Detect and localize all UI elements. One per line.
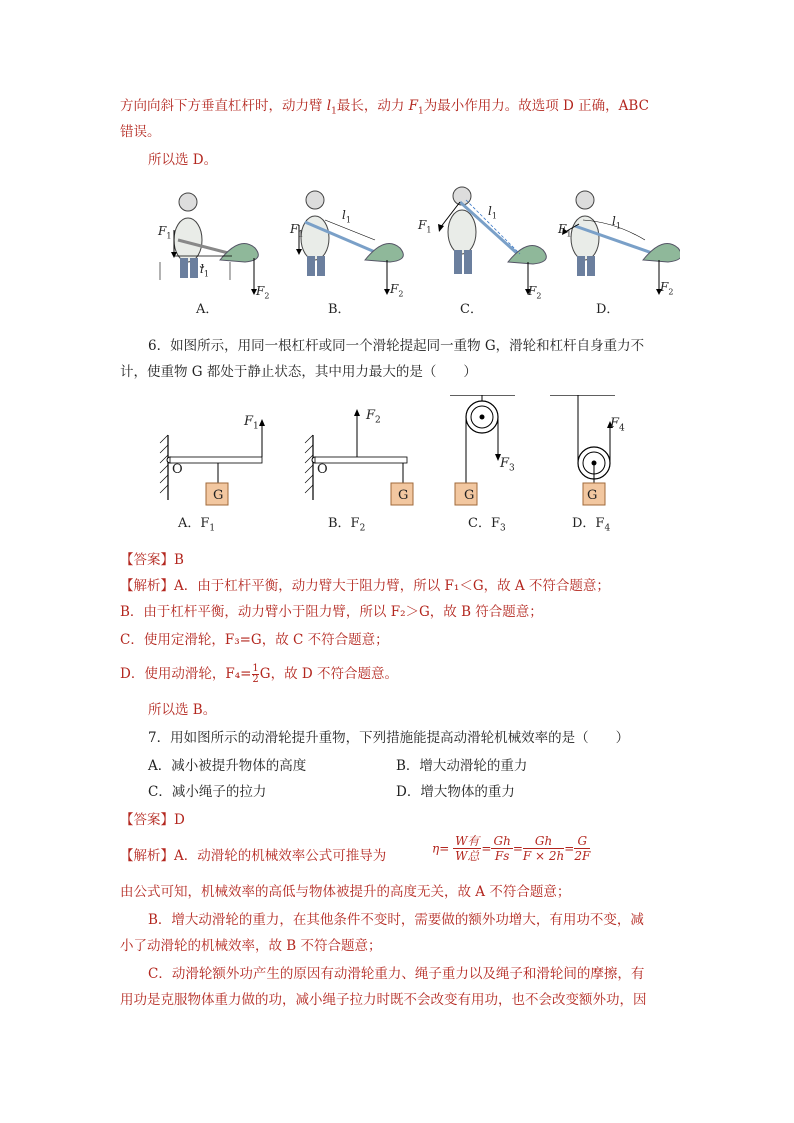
q5-b-f2-label: $F_2$	[390, 282, 404, 299]
q5-b-f1-label: $F_1$	[290, 222, 304, 239]
q7-option-b: B．增大动滑轮的重力	[396, 758, 528, 774]
q6-b-pivot-label: O	[317, 462, 328, 477]
solution-line-1: 方向向斜下方垂直杠杆时，动力臂 $l_1$最长，动力 $F_1$为最小作用力。故选项 D 正确，ABC	[120, 98, 649, 117]
solution-conclusion: 所以选 D。	[148, 152, 218, 168]
q5-b-l1-label: $l_1$	[342, 208, 351, 225]
q6-stem-line-2: 计，使重物 G 都处于静止状态，其中用力最大的是（ ）	[120, 364, 477, 380]
q6-answer: 【答案】B	[120, 552, 184, 568]
q5-a-f2-label: $F_2$	[256, 284, 270, 301]
q6-stem-line-1: 6．如图所示，用同一根杠杆或同一个滑轮提起同一重物 G，滑轮和杠杆自身重力不	[148, 338, 645, 354]
q5-d-f1-label: $F_1$	[558, 222, 572, 239]
q7-answer: 【答案】D	[120, 812, 185, 828]
q5-caption-d: D．	[596, 302, 620, 317]
q7-efficiency-formula: η= W有 W总 = $\frac{Gh}{Fs}$ = $\frac{Gh}{F \times 2h}$ = $\frac{G}{2F}$	[432, 834, 591, 863]
q7-analysis-a: 【解析】A．动滑轮的机械效率公式可推导为	[120, 848, 387, 864]
q6-caption-d: D．$F_4$	[572, 516, 611, 534]
q6-d-force-label: $F_4$	[610, 416, 625, 434]
q6-figure-b	[305, 409, 413, 505]
solution-line-2: 错误。	[120, 124, 161, 140]
q6-b-weight-label: G	[398, 488, 409, 503]
q6-analysis-b: B．由于杠杆平衡，动力臂小于阻力臂，所以 F₂＞G，故 B 符合题意；	[120, 604, 543, 620]
q5-figure-a	[160, 193, 258, 295]
q5-a-l1-label: $l_1$	[200, 262, 209, 279]
q6-caption-c: C．$F_3$	[468, 516, 506, 534]
q6-a-pivot-label: O	[172, 462, 183, 477]
q6-figure-c	[450, 395, 515, 505]
q5-d-f2-label: $F_2$	[660, 280, 674, 297]
q5-d-l1-label: $l_1$	[612, 214, 621, 231]
q5-caption-b: B．	[328, 302, 351, 317]
q5-a-f1-label: $F_1$	[158, 224, 172, 241]
q6-c-weight-label: G	[464, 488, 475, 503]
q6-analysis-a: 【解析】A．由于杠杆平衡，动力臂大于阻力臂，所以 F₁＜G，故 A 不符合题意；	[120, 578, 610, 594]
q5-c-f1-label: $F_1$	[418, 218, 432, 235]
q6-c-force-label: $F_3$	[500, 456, 515, 474]
q6-conclusion: 所以选 B。	[148, 702, 217, 718]
q6-d-weight-label: G	[587, 488, 598, 503]
q7-analysis-line-1: 由公式可知，机械效率的高低与物体被提升的高度无关，故 A 不符合题意；	[120, 884, 571, 900]
q7-option-d: D．增大物体的重力	[396, 784, 515, 800]
q6-b-force-label: $F_2$	[366, 408, 381, 426]
q6-figure-d	[550, 395, 615, 505]
q6-analysis-d: D．使用动滑轮，F₄= $\frac{1}{2}$ G，故 D 不符合题意。	[120, 663, 398, 685]
q6-caption-a: A．$F_1$	[178, 516, 216, 534]
q7-analysis-line-2: B．增大动滑轮的重力，在其他条件不变时，需要做的额外功增大，有用功不变，减	[148, 912, 644, 928]
q6-a-weight-label: G	[213, 488, 224, 503]
q5-c-l1-label: $l_1$	[488, 204, 497, 221]
q7-analysis-line-5: 用功是克服物体重力做的功，减小绳子拉力时既不会改变有用功，也不会改变额外功，因	[120, 992, 647, 1008]
q7-analysis-line-4: C．动滑轮额外功产生的原因有动滑轮重力、绳子重力以及绳子和滑轮间的摩擦，有	[148, 966, 645, 982]
q5-caption-a: A．	[196, 302, 219, 317]
q6-analysis-c: C．使用定滑轮，F₃=G，故 C 不符合题意；	[120, 632, 389, 648]
q5-c-f2-label: $F_2$	[528, 284, 542, 301]
q5-caption-c: C．	[460, 302, 483, 317]
q7-option-a: A．减小被提升物体的高度	[148, 758, 307, 774]
q7-stem: 7．用如图所示的动滑轮提升重物，下列措施能提高动滑轮机械效率的是（ ）	[148, 730, 630, 746]
q5-figure-b	[296, 191, 403, 295]
q7-analysis-line-3: 小了动滑轮的机械效率，故 B 不符合题意；	[120, 938, 382, 954]
q6-caption-b: B．$F_2$	[328, 516, 366, 534]
q6-a-force-label: $F_1$	[244, 414, 259, 432]
q7-option-c: C．减小绳子的拉力	[148, 784, 267, 800]
